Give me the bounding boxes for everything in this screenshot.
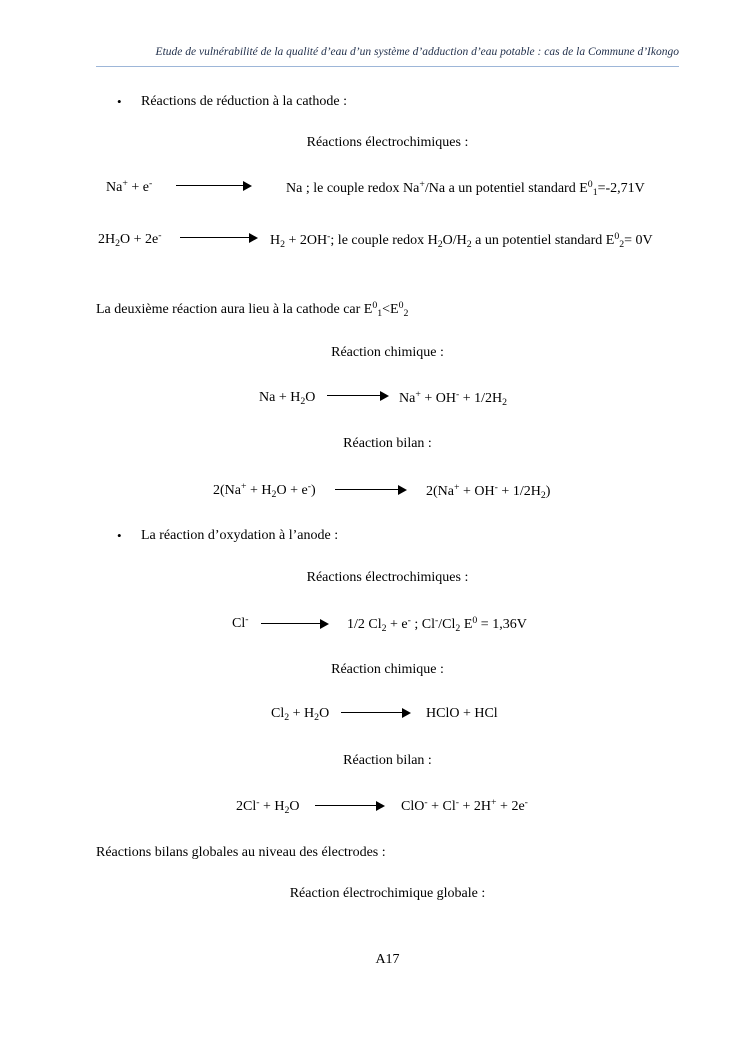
anode-chem-title: Réaction chimique : [331, 662, 444, 677]
arrow-icon [315, 801, 385, 811]
anode-electro-title: Réactions électrochimiques : [306, 570, 469, 585]
anode-bilan-title: Réaction bilan : [343, 753, 432, 768]
bullet-icon: • [117, 528, 122, 543]
cathode-chem-products: $Na^+ + OH^- + 1/2H_2$ [399, 389, 508, 408]
arrow-icon [341, 708, 411, 718]
cathode-chem-reactants: $Na + H_2O$ [259, 390, 316, 407]
cathode-bilan-products: $2(Na^+ + OH^- + 1/2H_2)$ [426, 482, 551, 501]
arrow-icon [261, 619, 329, 629]
arrow-icon [335, 485, 407, 495]
cathode-electro-title: Réactions électrochimiques : [306, 135, 469, 150]
anode-bilan-products: ClO- + Cl- + 2H+ + 2e- [401, 797, 528, 814]
arrow-icon [180, 233, 258, 243]
cathode-heading: Réactions de réduction à la cathode : [141, 94, 348, 109]
page-number: A17 [375, 952, 400, 967]
cathode-reaction-1-reactants: Na+ + e- [106, 178, 153, 195]
anode-reaction-1-reactants: Cl- [232, 614, 249, 631]
arrow-icon [327, 391, 389, 401]
global-intro: Réactions bilans globales au niveau des électrodes : [96, 845, 386, 860]
cathode-reaction-2-products: $H_2 + 2OH^-$; le couple redox $H_2O/H_2$ a un potentiel standard $E^0_2= 0V$ [270, 231, 653, 250]
arrow-icon [176, 181, 252, 191]
global-title: Réaction électrochimique globale : [289, 886, 486, 901]
anode-reaction-1-products: 1/2 $Cl_2 + e^-$ ; $Cl^-/Cl_2$ $E^0 = 1,36V$ [347, 615, 527, 634]
anode-chem-reactants: $Cl_2 + H_2O$ [271, 706, 330, 723]
header-divider [96, 66, 679, 67]
cathode-conclusion: La deuxième réaction aura lieu à la cathode car $E^0_1<E^0_2$ [96, 300, 409, 319]
cathode-bilan-title: Réaction bilan : [343, 436, 432, 451]
cathode-reaction-2-reactants: $2H_2O + 2e^-$ [98, 230, 162, 249]
cathode-chem-title: Réaction chimique : [331, 345, 444, 360]
cathode-reaction-1-products: Na ; le couple redox Na+/Na a un potentiel standard $E^0_1=-2,71V$ [286, 179, 645, 198]
bullet-icon: • [117, 94, 122, 109]
anode-heading: La réaction d’oxydation à l’anode : [141, 528, 339, 543]
running-header: Etude de vulnérabilité de la qualité d’eau d’un système d’adduction d’eau potable : cas de la Commune d’Ikongo [155, 46, 679, 58]
cathode-bilan-reactants: $2(Na^+ + H_2O + e^-)$ [213, 481, 316, 500]
anode-chem-products: HClO + HCl [426, 706, 498, 721]
anode-bilan-reactants: $2Cl^- + H_2O$ [236, 797, 300, 816]
